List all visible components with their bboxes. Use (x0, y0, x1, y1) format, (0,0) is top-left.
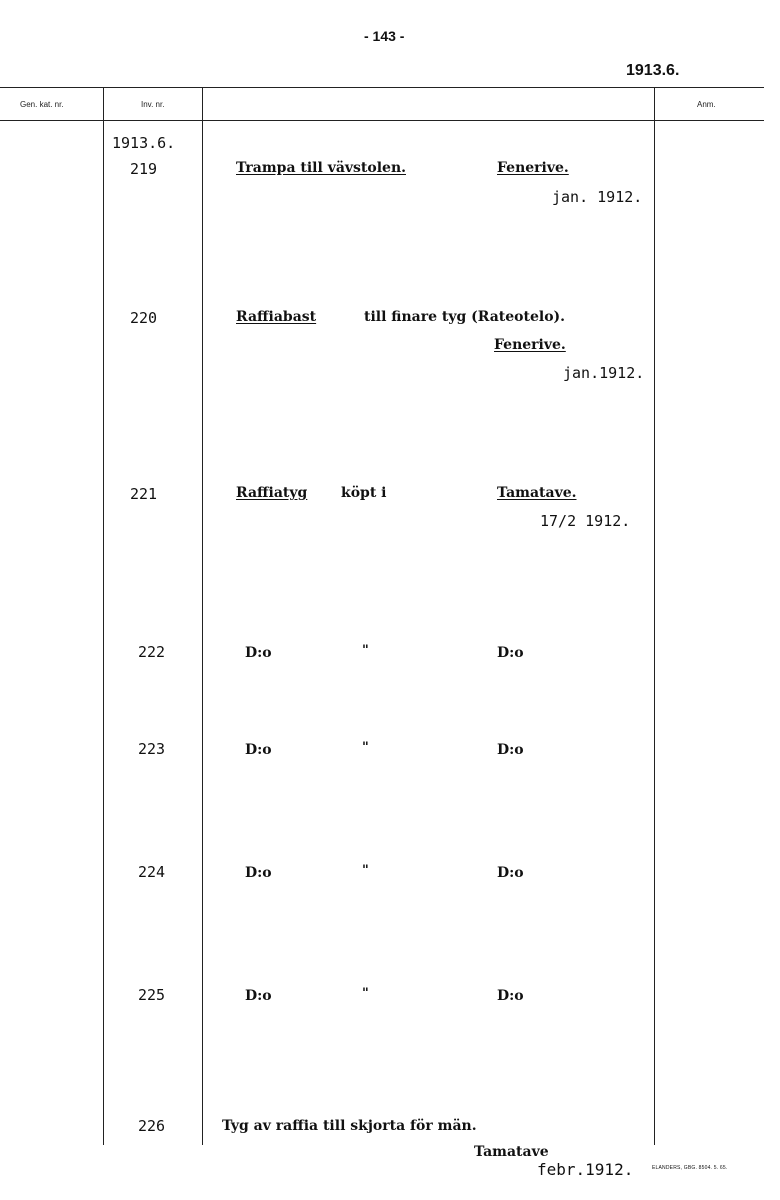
place-name: Tamatave. (497, 485, 577, 501)
col-rule-anm-left (654, 88, 655, 1145)
header-inv-nr: Inv. nr. (141, 100, 165, 109)
inv-number: 222 (138, 643, 166, 661)
object-ditto: D:o (245, 865, 272, 881)
object-description: Raffiatyg (236, 485, 308, 501)
place-ditto: D:o (497, 865, 524, 881)
ditto-mark: " (362, 863, 369, 878)
object-description-rest: köpt i (341, 485, 387, 501)
col-rule-inv-right (202, 88, 203, 1145)
place-ditto: D:o (497, 988, 524, 1004)
date: jan.1912. (563, 364, 645, 382)
col-rule-inv-left (103, 88, 104, 1145)
object-description-rest: till finare tyg (Rateotelo). (364, 309, 566, 325)
object-ditto: D:o (245, 988, 272, 1004)
object-description: Raffiabast (236, 309, 317, 325)
date: 17/2 1912. (540, 512, 631, 530)
inv-number: 221 (130, 485, 158, 503)
page-number: - 143 - (364, 28, 405, 44)
inv-number: 219 (130, 160, 158, 178)
header-bottom-rule (0, 120, 764, 121)
header-top-rule (0, 87, 764, 88)
inv-number: 223 (138, 740, 166, 758)
place-name: Fenerive. (497, 160, 569, 176)
object-description: Trampa till vävstolen. (236, 160, 406, 176)
object-description: Tyg av raffia till skjorta för män. (222, 1118, 477, 1134)
header-anm: Anm. (697, 100, 716, 109)
inv-number: 224 (138, 863, 166, 881)
object-ditto: D:o (245, 742, 272, 758)
inv-number: 220 (130, 309, 158, 327)
collection-label: 1913.6. (112, 134, 176, 152)
place-ditto: D:o (497, 742, 524, 758)
place-ditto: D:o (497, 645, 524, 661)
collection-number: 1913.6. (626, 62, 680, 79)
date: jan. 1912. (552, 188, 643, 206)
place-name: Fenerive. (494, 337, 566, 353)
ditto-mark: " (362, 986, 369, 1001)
place-name: Tamatave (474, 1144, 549, 1160)
header-gen-kat-nr: Gen. kat. nr. (20, 100, 64, 109)
object-ditto: D:o (245, 645, 272, 661)
printer-mark: ELANDERS, GBG. 8504. 5. 65. (652, 1165, 728, 1171)
ditto-mark: " (362, 643, 369, 658)
inv-number: 226 (138, 1117, 166, 1135)
ditto-mark: " (362, 740, 369, 755)
date: febr.1912. (537, 1160, 634, 1179)
inv-number: 225 (138, 986, 166, 1004)
